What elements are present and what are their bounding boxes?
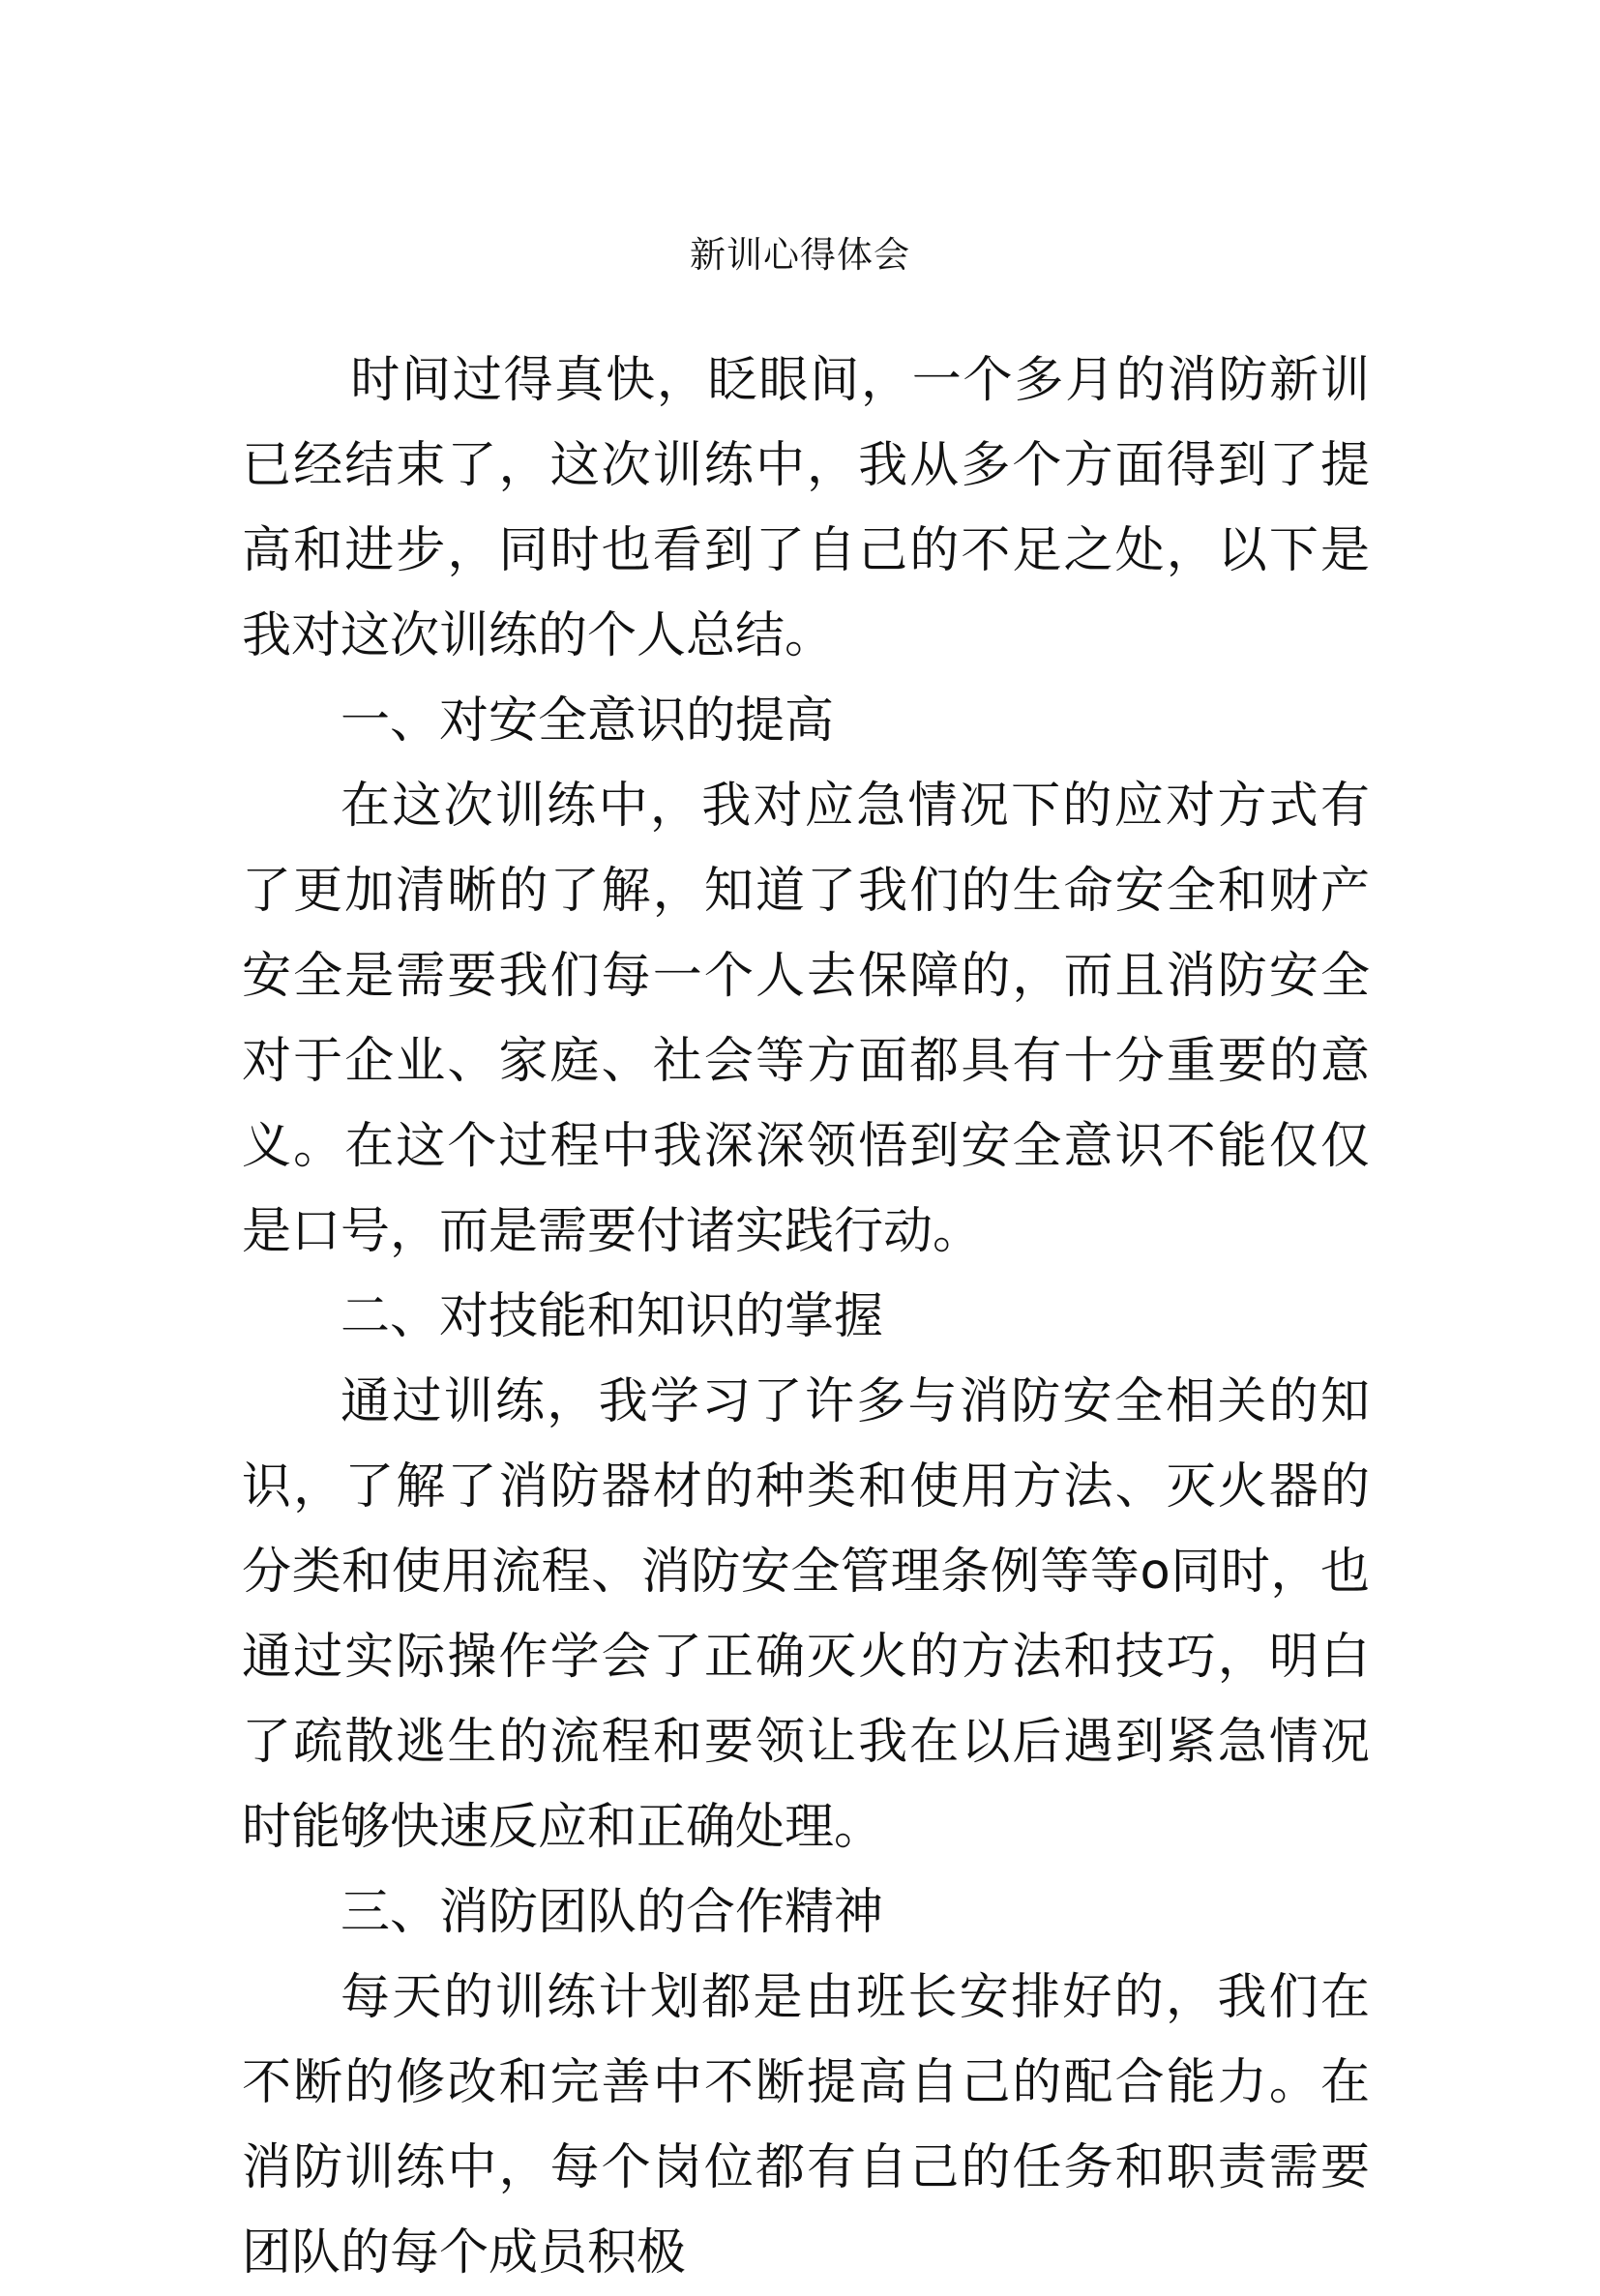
document-title: 新训心得体会: [690, 234, 910, 276]
section-heading-teamwork: 三、消防团队的合作精神: [341, 1884, 884, 1941]
intro-paragraph: 时间过得真快，眨眼间，一个多月的消防新训已经结束了，这次训练中，我从多个方面得到了提高和进步，同时也看到了自己的不足之处，以下是我对这次训练的个人总结。: [242, 352, 1370, 664]
section-heading-skills-knowledge: 二、对技能和知识的掌握: [341, 1288, 884, 1345]
document-body: [242, 339, 1370, 2296]
section-heading-safety-awareness: 一、对安全意识的提高: [341, 692, 835, 750]
section-text-skills-knowledge: 通过训练，我学习了许多与消防安全相关的知识，了解了消防器材的种类和使用方法、灭火器的分类和使用流程、消防安全管理条例等等o同时，也通过实际操作学会了正确灭火的方法和技巧，明白了疏散逃生的流程和要领让我在以后遇到紧急情况时能够快速反应和正确处理。: [242, 1373, 1370, 1856]
section-text-teamwork: 每天的训练计划都是由班长安排好的，我们在不断的修改和完善中不断提高自己的配合能力。在消防训练中，每个岗位都有自己的任务和职责需要团队的每个成员积极: [242, 1969, 1370, 2281]
section-text-safety-awareness: 在这次训练中，我对应急情况下的应对方式有了更加清晰的了解，知道了我们的生命安全和财产安全是需要我们每一个人去保障的，而且消防安全对于企业、家庭、社会等方面都具有十分重要的意义。在这个过程中我深深领悟到安全意识不能仅仅是口号，而是需要付诸实践行动。: [242, 778, 1370, 1260]
